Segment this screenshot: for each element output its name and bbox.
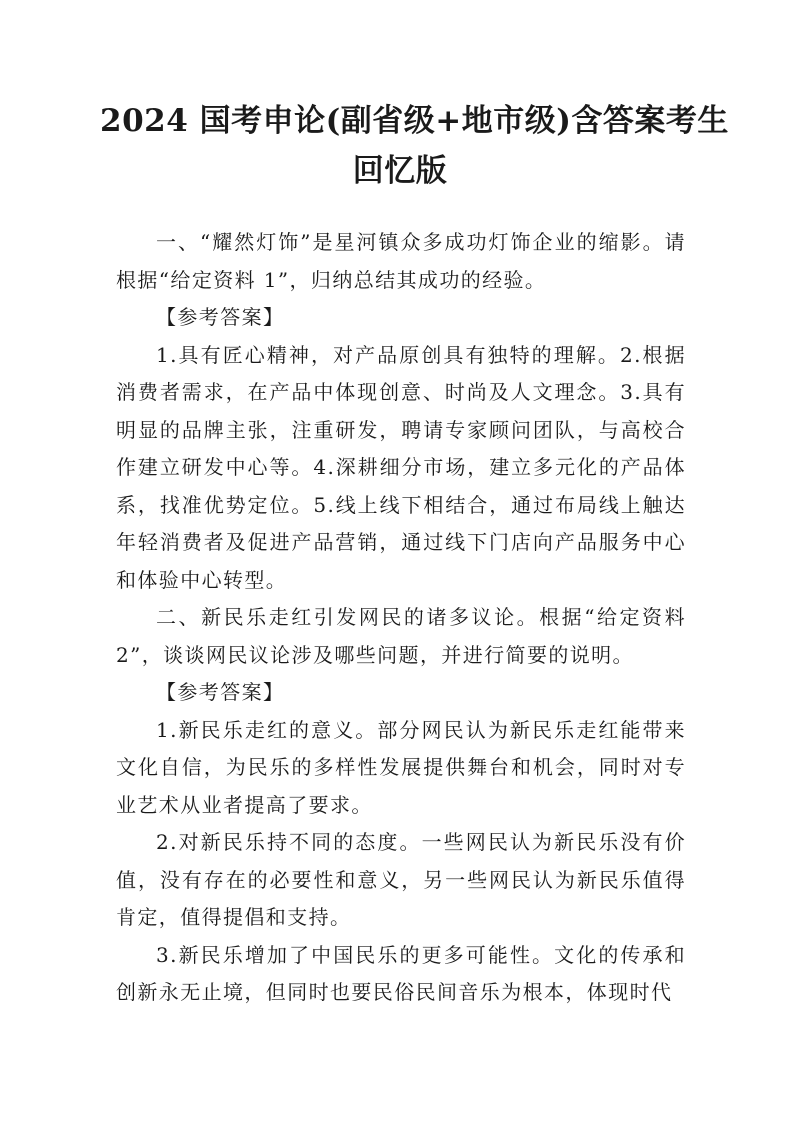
document-body xyxy=(116,224,686,1012)
answer-1: 1.具有匠心精神，对产品原创具有独特的理解。2.根据消费者需求，在产品中体现创意、时尚及人文理念。3.具有明显的品牌主张，注重研发，聘请专家顾问团队，与高校合作建立研发中心等。4.深耕细分市场，建立多元化的产品体系，找准优势定位。5.线上线下相结合，通过布局线上触达年轻消费者及促进产品营销，通过线下门店向产品服务中心和体验中心转型。 xyxy=(116,342,686,592)
title-line-1: 2024 国考申论(副省级+地市级)含答案考生 xyxy=(100,103,729,139)
answer-heading-2: 【参考答案】 xyxy=(156,680,285,704)
title-line-2: 回忆版 xyxy=(352,153,448,189)
answer-2-point-3: 3.新民乐增加了中国民乐的更多可能性。文化的传承和创新永无止境，但同时也要民俗民间音乐为根本，体现时代 xyxy=(116,942,686,1004)
answer-2-point-2: 2.对新民乐持不同的态度。一些网民认为新民乐没有价值，没有存在的必要性和意义，另一些网民认为新民乐值得肯定，值得提倡和支持。 xyxy=(116,830,686,929)
question-2: 二、新民乐走红引发网民的诸多议论。根据“给定资料 2”，谈谈网民议论涉及哪些问题，并进行简要的说明。 xyxy=(116,605,686,667)
answer-2-point-1: 1.新民乐走红的意义。部分网民认为新民乐走红能带来文化自信，为民乐的多样性发展提供舞台和机会，同时对专业艺术从业者提高了要求。 xyxy=(116,717,686,817)
answer-heading-1: 【参考答案】 xyxy=(156,305,285,329)
document-title xyxy=(100,96,729,196)
question-1: 一、“耀然灯饰”是星河镇众多成功灯饰企业的缩影。请根据“给定资料 1”，归纳总结其成功的经验。 xyxy=(116,230,686,292)
